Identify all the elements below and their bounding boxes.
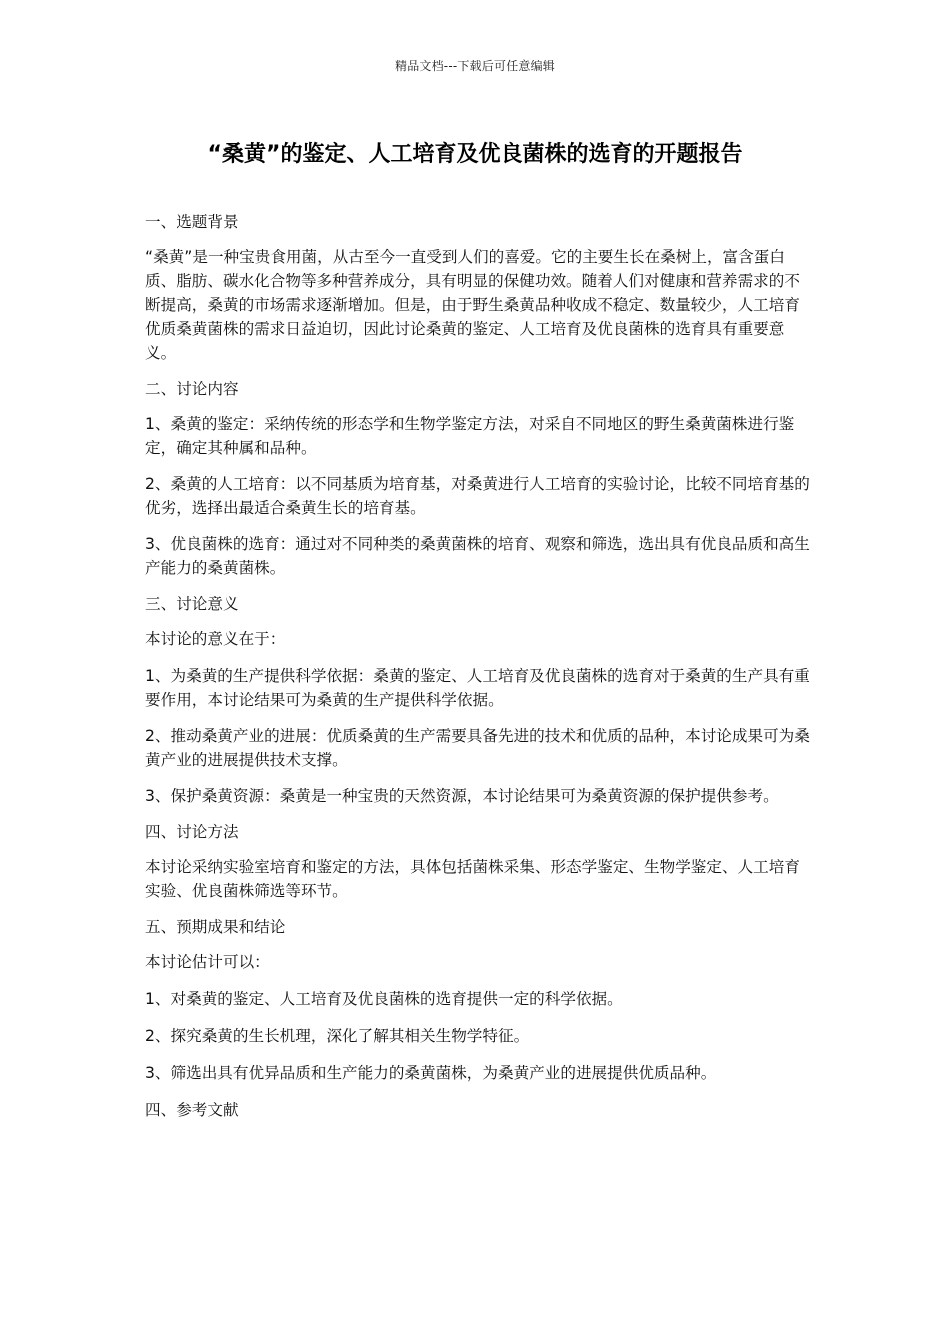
paragraph-results-intro: 本讨论估计可以：: [145, 953, 270, 971]
list-item-results-3: 3、筛选出具有优异品质和生产能力的桑黄菌株，为桑黄产业的进展提供优质品种。: [145, 1064, 717, 1082]
header-note: 精品文档---下载后可任意编辑: [395, 59, 555, 73]
document-body: [145, 210, 810, 1133]
list-item-significance-3: 3、保护桑黄资源：桑黄是一种宝贵的天然资源，本讨论结果可为桑黄资源的保护提供参考。: [145, 787, 779, 805]
paragraph-background: “桑黄”是一种宝贵食用菌，从古至今一直受到人们的喜爱。它的主要生长在桑树上，富含蛋白质、脂肪、碳水化合物等多种营养成分，具有明显的保健功效。随着人们对健康和营养需求的不断提高，桑黄的市场需求逐渐增加。但是，由于野生桑黄品种收成不稳定、数量较少，人工培育优质桑黄菌株的需求日益迫切，因此讨论桑黄的鉴定、人工培育及优良菌株的选育具有重要意义。: [145, 248, 800, 362]
section-heading-significance: 三、讨论意义: [145, 595, 239, 613]
paragraph-method: 本讨论采纳实验室培育和鉴定的方法，具体包括菌株采集、形态学鉴定、生物学鉴定、人工培育实验、优良菌株筛选等环节。: [145, 858, 800, 900]
list-item-significance-1: 1、为桑黄的生产提供科学依据：桑黄的鉴定、人工培育及优良菌株的选育对于桑黄的生产具有重要作用，本讨论结果可为桑黄的生产提供科学依据。: [145, 667, 810, 709]
list-item-content-3: 3、优良菌株的选育：通过对不同种类的桑黄菌株的培育、观察和筛选，选出具有优良品质和高生产能力的桑黄菌株。: [145, 535, 810, 577]
section-heading-references: 四、参考文献: [145, 1101, 239, 1119]
section-heading-results: 五、预期成果和结论: [145, 918, 286, 936]
paragraph-significance-intro: 本讨论的意义在于：: [145, 630, 286, 648]
list-item-results-2: 2、探究桑黄的生长机理，深化了解其相关生物学特征。: [145, 1027, 530, 1045]
document-title: “桑黄”的鉴定、人工培育及优良菌株的选育的开题报告: [207, 142, 743, 167]
section-heading-content: 二、讨论内容: [145, 380, 239, 398]
list-item-significance-2: 2、推动桑黄产业的进展：优质桑黄的生产需要具备先进的技术和优质的品种，本讨论成果可为桑黄产业的进展提供技术支撑。: [145, 727, 810, 769]
list-item-content-1: 1、桑黄的鉴定：采纳传统的形态学和生物学鉴定方法，对采自不同地区的野生桑黄菌株进行鉴定，确定其种属和品种。: [145, 415, 795, 457]
list-item-content-2: 2、桑黄的人工培育：以不同基质为培育基，对桑黄进行人工培育的实验讨论，比较不同培育基的优劣，选择出最适合桑黄生长的培育基。: [145, 475, 810, 517]
section-heading-background: 一、选题背景: [145, 213, 239, 231]
list-item-results-1: 1、对桑黄的鉴定、人工培育及优良菌株的选育提供一定的科学依据。: [145, 990, 623, 1008]
section-heading-method: 四、讨论方法: [145, 823, 239, 841]
